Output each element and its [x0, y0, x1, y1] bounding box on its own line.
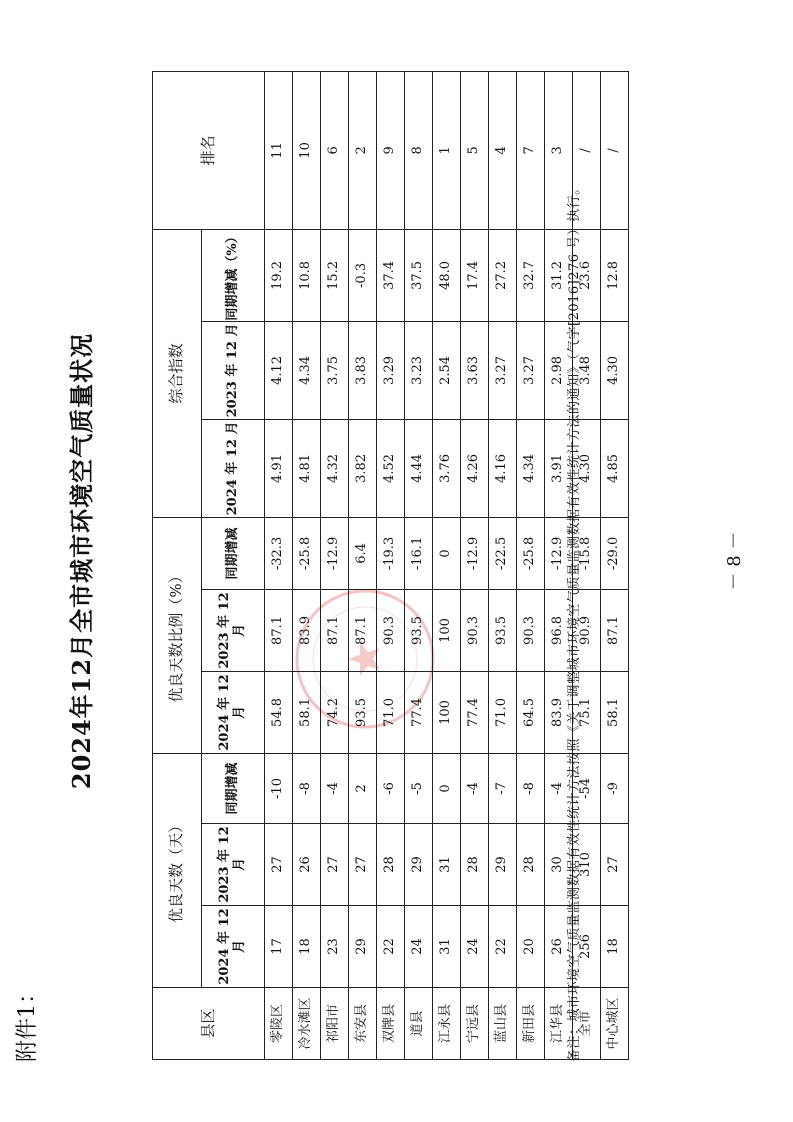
cell-county: 冷水滩区: [293, 988, 321, 1060]
cell-county: 中心城区: [601, 988, 629, 1060]
cell-ichg: 31.2: [545, 229, 573, 321]
air-quality-table: [152, 71, 629, 1060]
cell-d23: 28: [461, 824, 489, 906]
cell-r24: 77.4: [405, 671, 433, 753]
page-title: 2024年12月全市城市环境空气质量状况: [67, 332, 96, 790]
table-row: [433, 71, 461, 1059]
cell-i23: 3.83: [349, 321, 377, 419]
cell-ichg: 19.2: [265, 229, 293, 321]
table-row: [461, 71, 489, 1059]
cell-i24: 4.30: [573, 419, 601, 517]
cell-r23: 90.3: [461, 589, 489, 671]
header-good-ratio: 优良天数比例（%）: [153, 517, 202, 753]
cell-rchg: 6.4: [349, 517, 377, 589]
cell-i24: 4.32: [321, 419, 349, 517]
cell-r24: 83.9: [545, 671, 573, 753]
cell-i23: 3.27: [517, 321, 545, 419]
cell-r23: 90.9: [573, 589, 601, 671]
cell-county: 宁远县: [461, 988, 489, 1060]
cell-d24: 22: [377, 906, 405, 988]
cell-r24: 58.1: [293, 671, 321, 753]
cell-i23: 3.63: [461, 321, 489, 419]
cell-county: 东安县: [349, 988, 377, 1060]
table-row: [517, 71, 545, 1059]
header-index-2024: 2024 年 12 月: [202, 419, 265, 517]
cell-county: 新田县: [517, 988, 545, 1060]
cell-d23: 27: [349, 824, 377, 906]
header-rank: 排名: [153, 71, 265, 229]
header-days-2023: 2023 年 12 月: [202, 824, 265, 906]
cell-d23: 310: [573, 824, 601, 906]
header-row-1: [153, 71, 202, 1059]
cell-d23: 27: [321, 824, 349, 906]
cell-dchg: -10: [265, 753, 293, 823]
cell-ichg: 37.5: [405, 229, 433, 321]
cell-d24: 29: [349, 906, 377, 988]
table-row: [601, 71, 629, 1059]
page-number: － 8 －: [724, 531, 745, 591]
table-row: [405, 71, 433, 1059]
cell-i23: 3.23: [405, 321, 433, 419]
cell-i23: 4.30: [601, 321, 629, 419]
table-row: [489, 71, 517, 1059]
header-good-days: 优良天数（天）: [153, 753, 202, 987]
cell-d24: 18: [293, 906, 321, 988]
cell-d23: 28: [377, 824, 405, 906]
cell-r23: 87.1: [349, 589, 377, 671]
cell-rchg: -12.9: [461, 517, 489, 589]
cell-i23: 4.34: [293, 321, 321, 419]
cell-dchg: -4: [321, 753, 349, 823]
cell-ichg: 32.7: [517, 229, 545, 321]
cell-county: 双牌县: [377, 988, 405, 1060]
cell-r24: 54.8: [265, 671, 293, 753]
cell-i24: 3.91: [545, 419, 573, 517]
cell-r23: 93.5: [405, 589, 433, 671]
cell-county: 江永县: [433, 988, 461, 1060]
cell-county: 江华县: [545, 988, 573, 1060]
cell-i23: 3.27: [489, 321, 517, 419]
header-composite-index: 综合指数: [153, 229, 202, 517]
cell-rank: 10: [293, 71, 321, 229]
cell-rank: /: [601, 71, 629, 229]
cell-ichg: 10.8: [293, 229, 321, 321]
cell-d23: 30: [545, 824, 573, 906]
header-index-change: 同期增减（%）: [202, 229, 265, 321]
cell-dchg: -9: [601, 753, 629, 823]
header-ratio-2023: 2023 年 12 月: [202, 589, 265, 671]
cell-rchg: -19.3: [377, 517, 405, 589]
cell-rchg: -25.8: [517, 517, 545, 589]
header-days-2024: 2024 年 12 月: [202, 906, 265, 988]
cell-d23: 27: [265, 824, 293, 906]
cell-dchg: -4: [545, 753, 573, 823]
cell-d23: 27: [601, 824, 629, 906]
cell-d24: 24: [461, 906, 489, 988]
cell-ichg: 37.4: [377, 229, 405, 321]
cell-i24: 4.26: [461, 419, 489, 517]
cell-dchg: -54: [573, 753, 601, 823]
cell-i23: 2.54: [433, 321, 461, 419]
table-row: [265, 71, 293, 1059]
cell-rchg: -25.8: [293, 517, 321, 589]
cell-i23: 3.48: [573, 321, 601, 419]
cell-ichg: 48.0: [433, 229, 461, 321]
cell-d24: 24: [405, 906, 433, 988]
cell-rank: 1: [433, 71, 461, 229]
cell-r24: 64.5: [517, 671, 545, 753]
header-ratio-2024: 2024 年 12 月: [202, 671, 265, 753]
cell-i24: 3.76: [433, 419, 461, 517]
cell-r24: 74.2: [321, 671, 349, 753]
cell-d24: 31: [433, 906, 461, 988]
cell-i24: 4.52: [377, 419, 405, 517]
header-days-change: 同期增减: [202, 753, 265, 823]
cell-ichg: -0.3: [349, 229, 377, 321]
cell-r24: 93.5: [349, 671, 377, 753]
cell-i24: 4.44: [405, 419, 433, 517]
cell-r23: 87.1: [321, 589, 349, 671]
cell-i23: 3.75: [321, 321, 349, 419]
cell-county: 全市: [573, 988, 601, 1060]
cell-rank: /: [573, 71, 601, 229]
cell-rchg: 0: [433, 517, 461, 589]
cell-i24: 4.85: [601, 419, 629, 517]
cell-rank: 7: [517, 71, 545, 229]
cell-d24: 22: [489, 906, 517, 988]
cell-r23: 87.1: [601, 589, 629, 671]
cell-r24: 77.4: [461, 671, 489, 753]
cell-rank: 3: [545, 71, 573, 229]
cell-county: 蓝山县: [489, 988, 517, 1060]
cell-county: 零陵区: [265, 988, 293, 1060]
cell-i24: 3.82: [349, 419, 377, 517]
cell-dchg: -8: [293, 753, 321, 823]
cell-i24: 4.34: [517, 419, 545, 517]
table-row: [293, 71, 321, 1059]
cell-rank: 4: [489, 71, 517, 229]
cell-dchg: 2: [349, 753, 377, 823]
cell-d24: 26: [545, 906, 573, 988]
cell-d24: 23: [321, 906, 349, 988]
cell-i23: 3.29: [377, 321, 405, 419]
cell-rchg: -16.1: [405, 517, 433, 589]
cell-dchg: -8: [517, 753, 545, 823]
cell-i23: 2.98: [545, 321, 573, 419]
cell-d23: 26: [293, 824, 321, 906]
cell-d23: 29: [489, 824, 517, 906]
cell-dchg: -6: [377, 753, 405, 823]
cell-i24: 4.81: [293, 419, 321, 517]
cell-county: 祁阳市: [321, 988, 349, 1060]
header-index-2023: 2023 年 12 月: [202, 321, 265, 419]
cell-county: 道县: [405, 988, 433, 1060]
cell-dchg: -7: [489, 753, 517, 823]
cell-i23: 4.12: [265, 321, 293, 419]
cell-r23: 100: [433, 589, 461, 671]
table-row: [321, 71, 349, 1059]
cell-r23: 90.3: [517, 589, 545, 671]
cell-r23: 96.8: [545, 589, 573, 671]
cell-rchg: -32.3: [265, 517, 293, 589]
cell-r24: 71.0: [377, 671, 405, 753]
header-county: 县区: [153, 988, 265, 1060]
cell-rchg: -22.5: [489, 517, 517, 589]
cell-dchg: -5: [405, 753, 433, 823]
cell-dchg: 0: [433, 753, 461, 823]
cell-dchg: -4: [461, 753, 489, 823]
cell-rank: 9: [377, 71, 405, 229]
cell-rank: 11: [265, 71, 293, 229]
cell-r23: 83.9: [293, 589, 321, 671]
cell-ichg: 23.6: [573, 229, 601, 321]
cell-r23: 93.5: [489, 589, 517, 671]
cell-rchg: -12.9: [321, 517, 349, 589]
cell-i24: 4.91: [265, 419, 293, 517]
cell-d24: 20: [517, 906, 545, 988]
cell-ichg: 12.8: [601, 229, 629, 321]
header-ratio-change: 同期增减: [202, 517, 265, 589]
footnote: 备注：城市环境空气质量监测数据有效性统计方法按照《关于调整城市环境空气质量监测数据有效性统计方法的通知》（气字[2016]276 号）执行。: [567, 181, 582, 1062]
cell-d24: 256: [573, 906, 601, 988]
cell-rchg: -29.0: [601, 517, 629, 589]
cell-r24: 71.0: [489, 671, 517, 753]
cell-r23: 87.1: [265, 589, 293, 671]
cell-r23: 90.3: [377, 589, 405, 671]
cell-i24: 4.16: [489, 419, 517, 517]
cell-ichg: 15.2: [321, 229, 349, 321]
cell-d24: 17: [265, 906, 293, 988]
cell-d23: 29: [405, 824, 433, 906]
table-row: [377, 71, 405, 1059]
cell-d23: 31: [433, 824, 461, 906]
cell-rchg: -12.9: [545, 517, 573, 589]
cell-r24: 75.1: [573, 671, 601, 753]
cell-rank: 2: [349, 71, 377, 229]
cell-rchg: -15.8: [573, 517, 601, 589]
cell-d24: 18: [601, 906, 629, 988]
cell-rank: 8: [405, 71, 433, 229]
cell-ichg: 17.4: [461, 229, 489, 321]
cell-rank: 5: [461, 71, 489, 229]
cell-r24: 58.1: [601, 671, 629, 753]
cell-r24: 100: [433, 671, 461, 753]
cell-d23: 28: [517, 824, 545, 906]
cell-rank: 6: [321, 71, 349, 229]
cell-ichg: 27.2: [489, 229, 517, 321]
table-row: [349, 71, 377, 1059]
attachment-label: 附件1：: [15, 982, 40, 1062]
